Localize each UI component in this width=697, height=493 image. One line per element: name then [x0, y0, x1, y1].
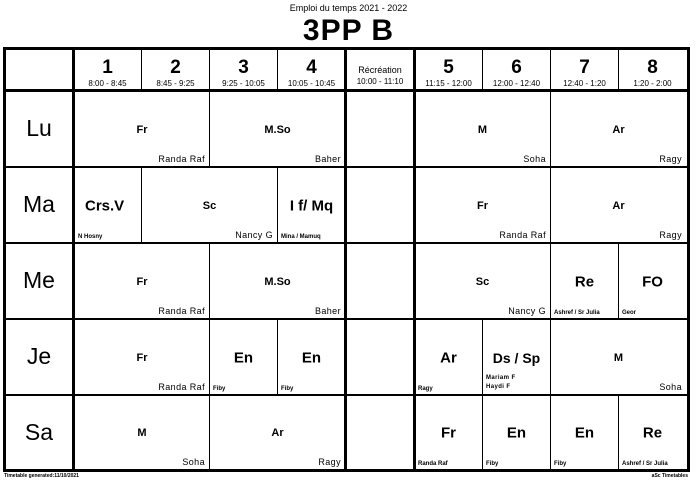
lesson-teacher: Ashref / Sr Julia — [554, 310, 600, 316]
lesson-subject: Sc — [202, 199, 217, 212]
generated-date-footer: Timetable generated:11/10/2021 — [4, 473, 79, 479]
lesson-teacher: Ashref / Sr Julia — [622, 461, 668, 467]
lesson-border — [550, 244, 551, 319]
day-label-me: Me — [23, 267, 55, 293]
period-time: 10:05 - 10:45 — [287, 79, 336, 88]
lesson-border — [209, 92, 210, 167]
column-header-5 — [415, 50, 482, 90]
period-time: 8:00 - 8:45 — [88, 79, 127, 88]
lesson-teacher: Randa Raf — [158, 154, 205, 164]
recreation-label: Récréation — [358, 65, 402, 75]
period-number: 7 — [579, 57, 590, 78]
frame-right — [687, 47, 690, 472]
period-time: 10:00 - 11:10 — [356, 77, 404, 86]
lesson-subject: M — [477, 123, 488, 136]
lesson-subject: Re — [574, 273, 595, 290]
lesson-cell — [210, 92, 345, 167]
lesson-teacher: Nancy G — [508, 306, 546, 316]
lesson-cell — [619, 244, 686, 319]
lesson-cell — [210, 396, 345, 470]
period-time: 12:40 - 1:20 — [563, 79, 606, 88]
period-number: 5 — [443, 57, 454, 78]
column-header-recreation — [346, 50, 414, 90]
column-header-1 — [74, 50, 141, 90]
column-header-6 — [483, 50, 550, 90]
lesson-teacher: Ragy — [659, 154, 682, 164]
header-column-line — [550, 50, 551, 90]
lesson-subject: Fr — [136, 123, 148, 136]
lesson-teacher: Soha — [182, 457, 205, 467]
lesson-cell — [75, 244, 209, 319]
lesson-border — [550, 92, 551, 167]
lesson-subject: Fr — [136, 351, 148, 364]
class-name-title: 3PP B — [302, 14, 395, 47]
period-time: 12:00 - 12:40 — [492, 79, 541, 88]
lesson-subject: Re — [642, 424, 663, 442]
lesson-teacher: Baher — [314, 306, 341, 316]
day-label-sa: Sa — [24, 419, 54, 445]
lesson-subject: Ar — [612, 123, 625, 136]
day-label-lu: Lu — [26, 115, 52, 141]
lesson-subject: Fr — [477, 199, 488, 212]
lesson-subject: M — [613, 351, 624, 364]
lesson-teacher: Baher — [314, 154, 341, 164]
lesson-subject: Fr — [441, 424, 456, 442]
lesson-cell — [619, 396, 686, 470]
schedule-year-title: Emploi du temps 2021 - 2022 — [289, 3, 408, 13]
lesson-cell — [75, 320, 209, 395]
lesson-cell — [415, 168, 550, 243]
lesson-cell — [210, 244, 345, 319]
lesson-subject: En — [574, 424, 595, 442]
lesson-cell — [75, 168, 141, 243]
lesson-cell — [75, 92, 209, 167]
lesson-cell — [142, 168, 277, 243]
lesson-teacher: Nancy G — [235, 230, 273, 240]
column-header-8 — [619, 50, 686, 90]
lesson-border — [277, 168, 278, 243]
lesson-cell — [483, 320, 550, 395]
lesson-subject: Ar — [271, 427, 284, 439]
lesson-border — [277, 320, 278, 395]
column-header-3 — [210, 50, 277, 90]
lesson-teacher: Randa Raf — [158, 382, 205, 392]
lesson-teacher: Mina / Mamuq — [281, 234, 321, 240]
lesson-subject: M.So — [264, 123, 291, 136]
lesson-border — [209, 320, 210, 395]
lesson-subject: Ds / Sp — [492, 349, 541, 366]
lesson-teacher: N Hosny — [78, 234, 103, 240]
lesson-subject: En — [301, 349, 322, 366]
lesson-teacher: Geor — [622, 310, 637, 316]
lesson-teacher: Fiby — [213, 386, 226, 392]
lesson-subject: En — [506, 424, 527, 442]
lesson-subject: Ar — [440, 349, 457, 366]
lesson-border — [209, 396, 210, 470]
day-label-ma: Ma — [23, 191, 55, 217]
lesson-border — [550, 396, 551, 470]
recreation-divider-right — [413, 47, 416, 472]
recreation-divider-left — [344, 47, 347, 472]
lesson-subject: En — [233, 349, 254, 366]
header-column-line — [482, 50, 483, 90]
period-time: 1:20 - 2:00 — [633, 79, 672, 88]
lesson-teacher: Ragy — [659, 230, 682, 240]
lesson-border — [482, 396, 483, 470]
lesson-border — [550, 320, 551, 395]
lesson-cell — [415, 92, 550, 167]
lesson-teacher-second: Haydi F — [486, 384, 511, 390]
lesson-subject: FO — [642, 273, 663, 290]
lesson-teacher: Soha — [659, 382, 682, 392]
period-time: 8:45 - 9:25 — [156, 79, 195, 88]
period-number: 1 — [102, 57, 113, 78]
lesson-cell — [415, 396, 482, 470]
lesson-border — [550, 168, 551, 243]
software-credit-footer: aSc Timetables — [651, 473, 688, 479]
day-column-divider — [72, 47, 75, 472]
lesson-teacher: Ragy — [318, 457, 341, 467]
lesson-teacher: Mariam F — [486, 375, 516, 381]
header-column-line — [618, 50, 619, 90]
header-column-line — [141, 50, 142, 90]
lesson-cell — [551, 168, 686, 243]
lesson-subject: Ar — [612, 199, 625, 212]
column-header-4 — [278, 50, 345, 90]
lesson-teacher: Randa Raf — [418, 461, 448, 467]
lesson-subject: M.So — [264, 275, 291, 288]
lesson-cell — [415, 320, 482, 395]
frame-left — [3, 47, 6, 472]
period-number: 8 — [647, 57, 658, 78]
period-time: 11:15 - 12:00 — [425, 79, 472, 88]
lesson-cell — [551, 396, 618, 470]
lesson-teacher: Fiby — [281, 386, 294, 392]
lesson-subject: I f/ Mq — [289, 197, 334, 214]
lesson-cell — [210, 320, 277, 395]
period-number: 4 — [306, 57, 317, 78]
lesson-border — [618, 244, 619, 319]
lesson-cell — [75, 396, 209, 470]
lesson-subject: M — [137, 427, 147, 439]
lesson-teacher: Fiby — [486, 461, 499, 467]
lesson-border — [618, 396, 619, 470]
period-number: 6 — [511, 57, 522, 78]
lesson-teacher: Fiby — [554, 461, 567, 467]
header-column-line — [277, 50, 278, 90]
lesson-border — [141, 168, 142, 243]
lesson-cell — [415, 244, 550, 319]
day-label-je: Je — [26, 343, 52, 369]
lesson-teacher: Randa Raf — [499, 230, 546, 240]
period-number: 3 — [238, 57, 249, 78]
lesson-cell — [278, 320, 345, 395]
lesson-border — [209, 244, 210, 319]
header-column-line — [209, 50, 210, 90]
column-header-2 — [142, 50, 209, 90]
lesson-cell — [551, 320, 686, 395]
lesson-cell — [483, 396, 550, 470]
lesson-cell — [551, 244, 618, 319]
lesson-subject: Crs.V — [85, 197, 125, 214]
column-header-7 — [551, 50, 618, 90]
period-time: 9:25 - 10:05 — [222, 79, 265, 88]
lesson-subject: Fr — [136, 275, 148, 288]
lesson-cell — [551, 92, 686, 167]
lesson-cell — [278, 168, 345, 243]
lesson-teacher: Ragy — [418, 386, 433, 392]
lesson-subject: Sc — [475, 275, 490, 288]
lesson-teacher: Randa Raf — [158, 306, 205, 316]
period-number: 2 — [170, 57, 181, 78]
lesson-teacher: Soha — [523, 154, 546, 164]
lesson-border — [482, 320, 483, 395]
